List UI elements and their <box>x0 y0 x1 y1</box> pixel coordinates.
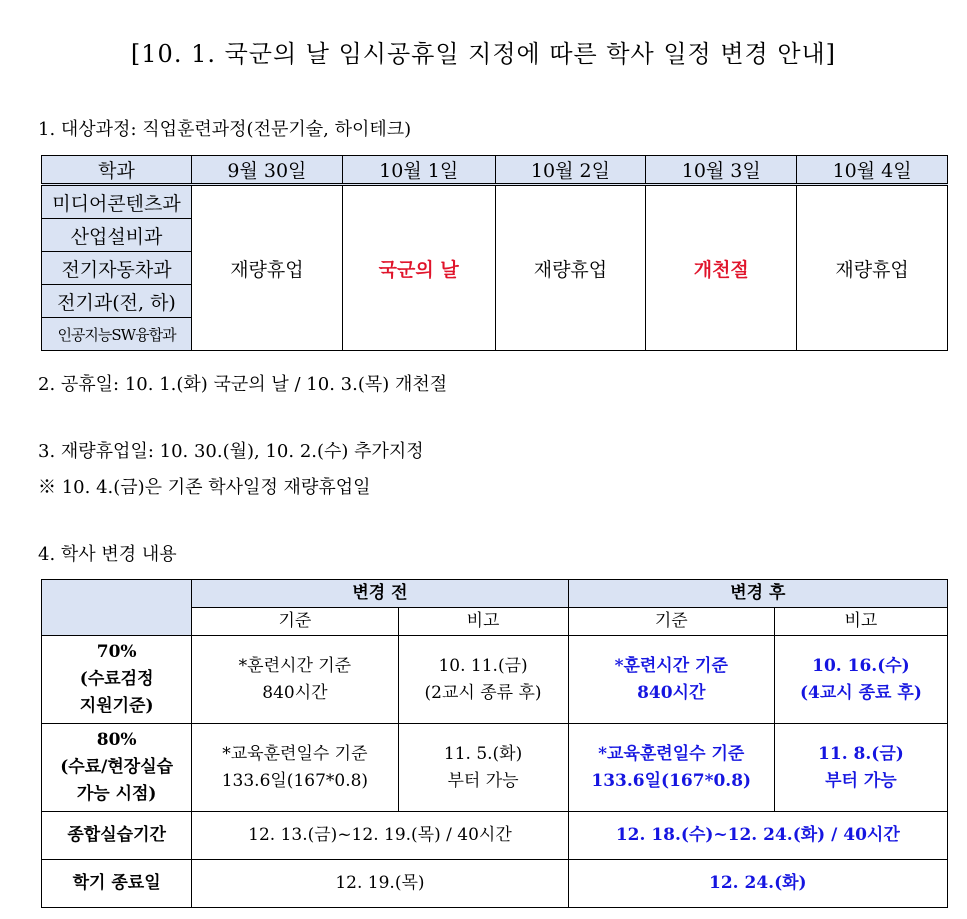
row-80-before-criteria <box>192 724 398 812</box>
cell-line: 840시간 <box>637 682 706 703</box>
practice-after: 12. 18.(수)~12. 24.(화) / 40시간 <box>568 812 947 860</box>
row-70-before-criteria <box>192 636 398 724</box>
changes-table <box>41 579 948 908</box>
dept-ev: 전기자동차과 <box>42 252 192 285</box>
cell-line: *훈련시간 기준 <box>238 655 352 676</box>
dept-facility: 산업설비과 <box>42 219 192 252</box>
row-80-after-criteria <box>568 724 774 812</box>
cell-line: 10. 16.(수) <box>812 655 910 676</box>
dept-media: 미디어콘텐츠과 <box>42 185 192 219</box>
schedule-table <box>41 155 948 351</box>
row-70-after-criteria <box>568 636 774 724</box>
section-changes: 4. 학사 변경 내용 <box>38 544 177 565</box>
header-dept: 학과 <box>42 156 192 185</box>
header-sep30: 9월 30일 <box>192 156 343 185</box>
cell-line: 840시간 <box>262 682 328 703</box>
end-before: 12. 19.(목) <box>192 860 568 908</box>
section-holidays: 2. 공휴일: 10. 1.(화) 국군의 날 / 10. 3.(목) 개천절 <box>38 374 448 395</box>
day-oct3: 개천절 <box>646 185 797 351</box>
row-70-label <box>42 636 192 724</box>
row-80-label-line: 가능 시점) <box>76 784 157 804</box>
header-oct3: 10월 3일 <box>646 156 797 185</box>
cell-line: (2교시 종류 후) <box>424 682 542 703</box>
cell-line: 133.6일(167*0.8) <box>221 770 369 791</box>
day-sep30: 재량휴업 <box>192 185 343 351</box>
row-80-before-remark <box>398 724 568 812</box>
practice-before: 12. 13.(금)~12. 19.(목) / 40시간 <box>192 812 568 860</box>
cell-line: (4교시 종료 후) <box>800 682 922 703</box>
header-before-remark: 비고 <box>398 608 568 636</box>
corner-cell <box>42 580 192 636</box>
cell-line: 133.6일(167*0.8) <box>591 770 752 791</box>
header-before-criteria: 기준 <box>192 608 398 636</box>
header-after: 변경 후 <box>568 580 947 608</box>
row-80-label-line: 80% <box>96 730 137 750</box>
section-target-courses: 1. 대상과정: 직업훈련과정(전문기술, 하이테크) <box>38 119 412 140</box>
end-after: 12. 24.(화) <box>568 860 947 908</box>
dept-electric: 전기과(전, 하) <box>42 285 192 318</box>
row-70-label-line: 70% <box>96 642 137 662</box>
header-after-criteria: 기준 <box>568 608 774 636</box>
header-oct1: 10월 1일 <box>342 156 495 185</box>
row-70-label-line: 지원기준) <box>79 696 154 716</box>
note-oct4: ※ 10. 4.(금)은 기존 학사일정 재량휴업일 <box>38 477 371 498</box>
cell-line: 11. 8.(금) <box>818 743 904 764</box>
header-before: 변경 전 <box>192 580 568 608</box>
cell-line: *교육훈련일수 기준 <box>222 743 368 764</box>
row-70-label-line: (수료검정 <box>79 669 154 689</box>
cell-line: 10. 11.(금) <box>438 655 528 676</box>
header-oct4: 10월 4일 <box>797 156 948 185</box>
cell-line: 부터 가능 <box>447 770 519 791</box>
day-oct1: 국군의 날 <box>342 185 495 351</box>
dept-ai-sw: 인공지능SW융합과 <box>42 318 192 351</box>
day-oct2: 재량휴업 <box>495 185 646 351</box>
day-oct4: 재량휴업 <box>797 185 948 351</box>
row-80-label <box>42 724 192 812</box>
practice-label: 종합실습기간 <box>42 812 192 860</box>
row-70-before-remark <box>398 636 568 724</box>
end-label: 학기 종료일 <box>42 860 192 908</box>
header-after-remark: 비고 <box>774 608 947 636</box>
header-oct2: 10월 2일 <box>495 156 646 185</box>
row-70-after-remark <box>774 636 947 724</box>
row-80-label-line: (수료/현장실습 <box>60 757 174 777</box>
cell-line: *교육훈련일수 기준 <box>598 743 745 764</box>
cell-line: 11. 5.(화) <box>443 743 523 764</box>
page-title: [10. 1. 국군의 날 임시공휴일 지정에 따른 학사 일정 변경 안내] <box>130 40 837 68</box>
cell-line: 부터 가능 <box>825 770 897 791</box>
cell-line: *훈련시간 기준 <box>614 655 728 676</box>
section-discretionary: 3. 재량휴업일: 10. 30.(월), 10. 2.(수) 추가지정 <box>38 441 424 462</box>
row-80-after-remark <box>774 724 947 812</box>
